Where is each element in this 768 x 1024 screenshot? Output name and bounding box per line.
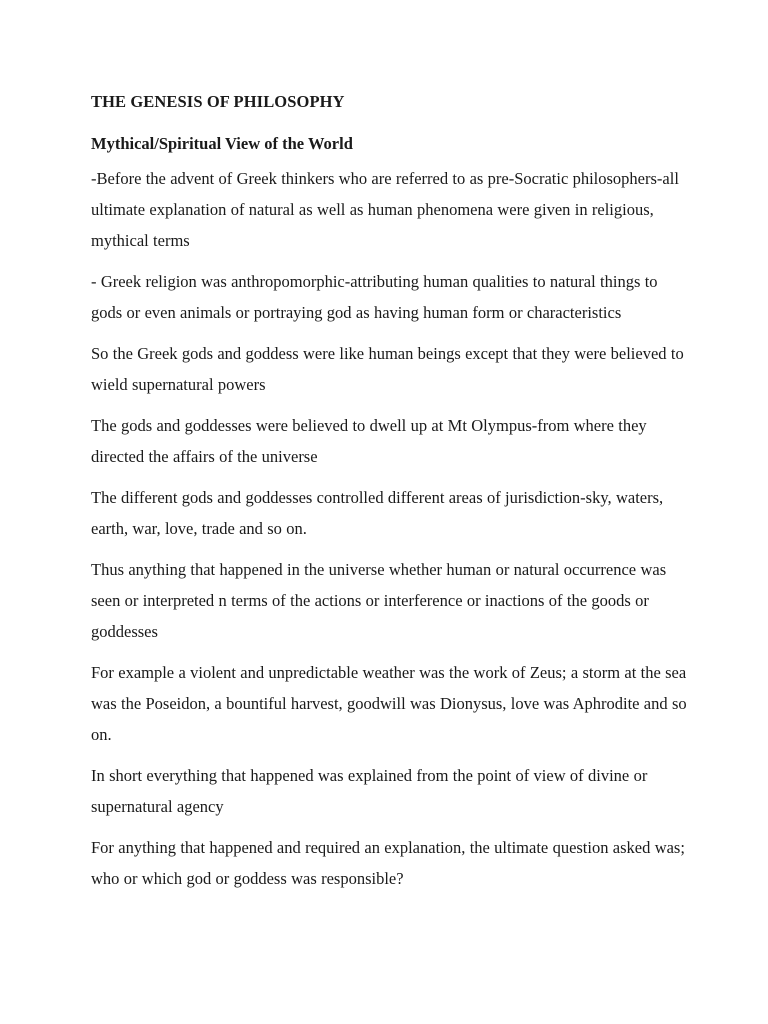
paragraph: - Greek religion was anthropomorphic-attributing human qualities to natural things to gods or even animals or portraying god as having human form or characteristics bbox=[91, 272, 658, 322]
paragraph-list bbox=[91, 163, 691, 894]
document-title: THE GENESIS OF PHILOSOPHY bbox=[91, 92, 345, 111]
paragraph: The different gods and goddesses controlled different areas of jurisdiction-sky, waters, earth, war, love, trade and so on. bbox=[91, 488, 664, 538]
paragraph: The gods and goddesses were believed to dwell up at Mt Olympus-from where they directed the affairs of the universe bbox=[91, 416, 647, 466]
paragraph: In short everything that happened was explained from the point of view of divine or supernatural agency bbox=[91, 766, 648, 816]
section-heading: Mythical/Spiritual View of the World bbox=[91, 134, 353, 153]
paragraph: Thus anything that happened in the universe whether human or natural occurrence was seen or interpreted n terms of the actions or interference or inactions of the goods or goddesses bbox=[91, 560, 667, 641]
paragraph: -Before the advent of Greek thinkers who are referred to as pre-Socratic philosophers-all ultimate explanation of natural as well as human phenomena were given in religious, mythical terms bbox=[91, 169, 679, 250]
paragraph: For anything that happened and required an explanation, the ultimate question asked was; who or which god or goddess was responsible? bbox=[91, 838, 685, 888]
document-body bbox=[91, 90, 691, 904]
paragraph: So the Greek gods and goddess were like human beings except that they were believed to wield supernatural powers bbox=[91, 344, 684, 394]
paragraph: For example a violent and unpredictable weather was the work of Zeus; a storm at the sea was the Poseidon, a bountiful harvest, goodwill was Dionysus, love was Aphrodite and so on. bbox=[91, 663, 687, 744]
